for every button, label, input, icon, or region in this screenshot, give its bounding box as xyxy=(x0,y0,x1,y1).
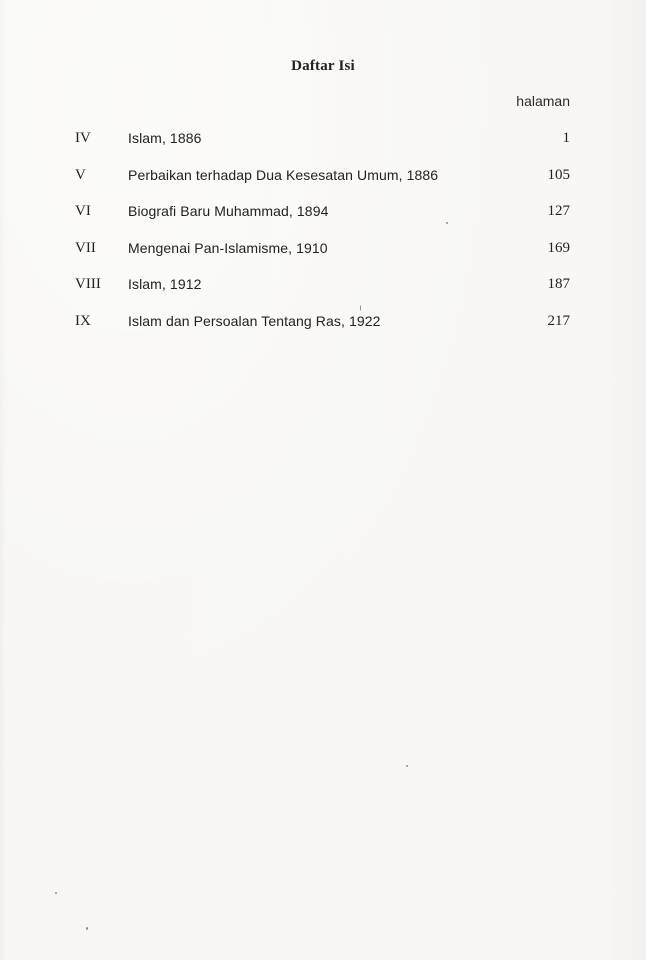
chapter-page: 187 xyxy=(547,276,570,292)
chapter-number: VI xyxy=(75,203,91,219)
chapter-number: IX xyxy=(75,312,91,329)
toc-entry xyxy=(0,203,646,240)
chapter-number: V xyxy=(75,166,86,183)
toc-entry xyxy=(0,130,646,167)
page-column-header: halaman xyxy=(516,93,570,109)
chapter-title: Perbaikan terhadap Dua Kesesatan Umum, 1886 xyxy=(128,166,439,183)
chapter-title: Islam, 1912 xyxy=(128,276,202,292)
chapter-number: VIII xyxy=(75,276,101,292)
paper-speck xyxy=(55,892,57,894)
page-title: Daftar Isi xyxy=(291,58,355,74)
table-of-contents xyxy=(0,130,646,349)
toc-entry xyxy=(0,240,646,277)
chapter-title: Islam dan Persoalan Tentang Ras, 1922 xyxy=(128,312,381,329)
paper-speck xyxy=(446,222,448,224)
chapter-title: Mengenai Pan-Islamisme, 1910 xyxy=(128,239,328,256)
chapter-number: VII xyxy=(75,239,96,256)
chapter-page: 217 xyxy=(547,312,570,329)
toc-entry xyxy=(0,276,646,313)
chapter-page: 169 xyxy=(547,239,570,256)
paper-speck xyxy=(406,765,408,767)
paper-speck xyxy=(86,927,88,930)
chapter-title: Islam, 1886 xyxy=(128,130,202,146)
toc-entry xyxy=(0,167,646,204)
chapter-page: 105 xyxy=(547,166,570,183)
chapter-title: Biografi Baru Muhammad, 1894 xyxy=(128,203,329,219)
chapter-page: 127 xyxy=(547,203,570,219)
chapter-number: IV xyxy=(75,130,91,146)
paper-speck xyxy=(360,305,361,311)
chapter-page: 1 xyxy=(562,130,570,146)
toc-entry xyxy=(0,313,646,350)
